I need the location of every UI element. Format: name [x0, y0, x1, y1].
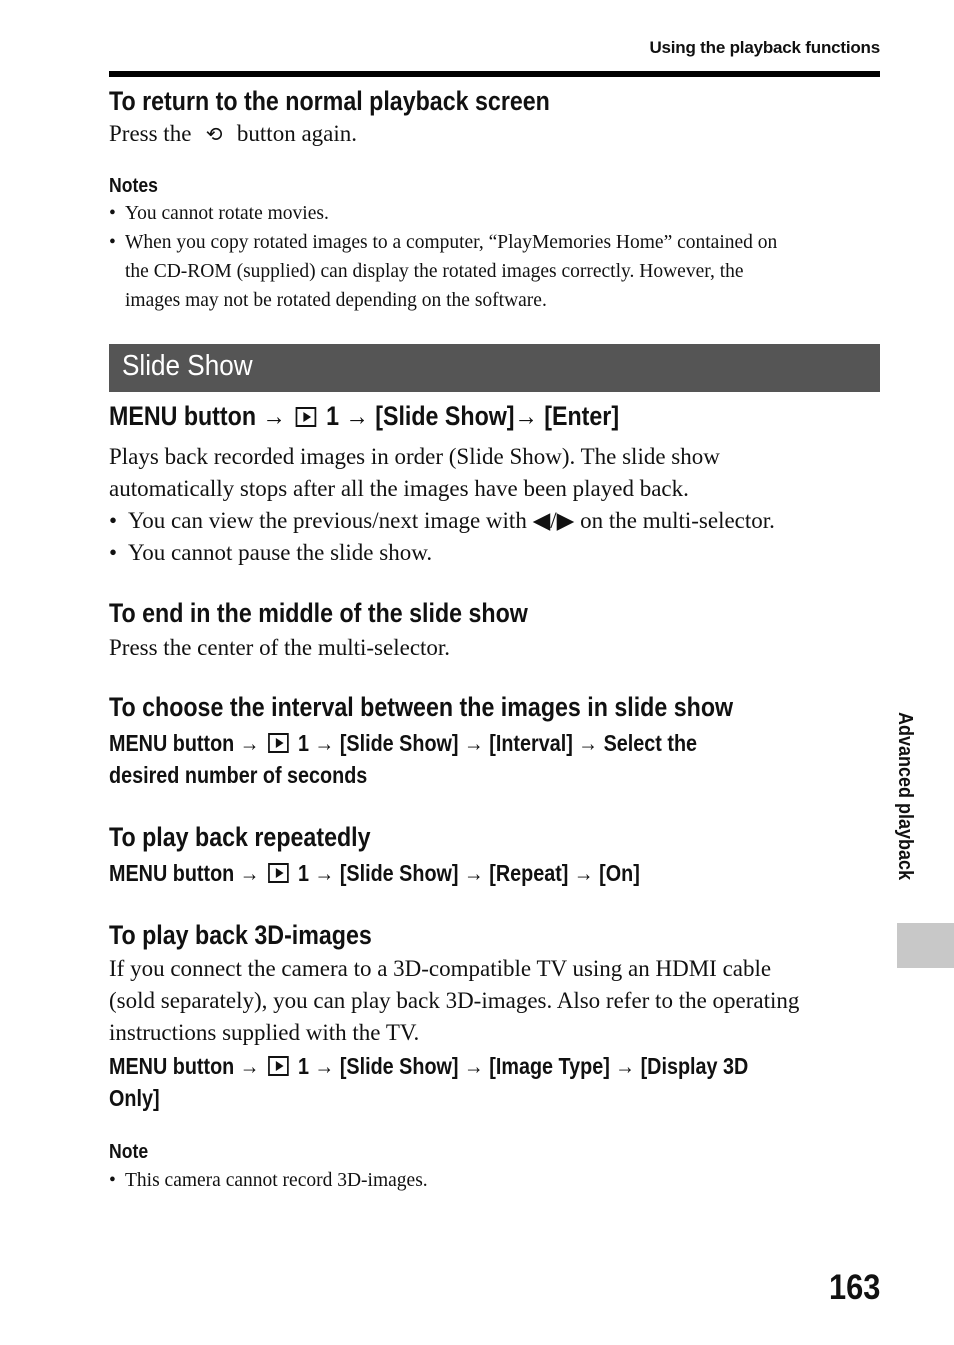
menu-path-interval — [109, 730, 697, 757]
arrow-icon: → — [573, 860, 594, 886]
arrow-icon: → — [615, 1053, 636, 1079]
heading-3d: To play back 3D-images — [109, 920, 372, 950]
note-item: • This camera cannot record 3D-images. — [109, 1170, 428, 1191]
menu-path-3d-line2: Only] — [109, 1085, 160, 1111]
intro-line: Plays back recorded images in order (Slide Show). The slide show — [109, 444, 720, 469]
notes-list — [109, 199, 777, 315]
side-tab-label: Advanced playback — [894, 712, 916, 881]
tab-number: 1 — [298, 730, 310, 756]
return-text-before: Press the — [109, 121, 192, 146]
bullet-text: on the multi-selector. — [580, 508, 775, 533]
note-text: You cannot rotate movies. — [125, 203, 329, 224]
arrow-icon: → — [463, 730, 484, 756]
left-right-arrows-icon: ◀/▶ — [532, 508, 575, 533]
tab-number: 1 — [298, 1053, 310, 1079]
menu-button-label: MENU button — [109, 401, 257, 431]
menu-path-3d — [109, 1053, 748, 1080]
arrow-icon: → — [314, 730, 335, 756]
menu-item-slide-show: [Slide Show] — [339, 730, 459, 756]
playback-icon — [268, 733, 289, 753]
return-text-after: button again. — [236, 121, 358, 146]
note-title: Note — [109, 1141, 149, 1163]
menu-item-interval: [Interval] — [489, 730, 573, 756]
arrow-icon: → — [262, 401, 286, 431]
bullet-text: You can view the previous/next image with — [128, 508, 527, 533]
heading-interval: To choose the interval between the images in slide show — [109, 692, 734, 722]
heading-repeat: To play back repeatedly — [109, 822, 371, 852]
section-banner — [109, 344, 880, 392]
running-header: Using the playback functions — [649, 38, 880, 57]
intro-bullet: • You can view the previous/next image with ◀/▶ on the multi-selector. — [109, 508, 775, 533]
notes-title: Notes — [109, 175, 158, 197]
arrow-icon: → — [463, 1053, 484, 1079]
playback-icon — [296, 407, 317, 427]
arrow-icon: → — [578, 730, 599, 756]
arrow-icon: → — [463, 860, 484, 886]
bullet-text: You cannot pause the slide show. — [128, 540, 433, 565]
menu-item-slide-show: [Slide Show] — [339, 860, 459, 886]
tab-number: 1 — [326, 401, 340, 431]
playback-icon — [268, 863, 289, 883]
arrow-icon: → — [314, 860, 335, 886]
3d-paragraph — [109, 953, 799, 1049]
menu-button-label: MENU button — [109, 730, 235, 756]
arrow-icon: → — [314, 1053, 335, 1079]
note-item: • When you copy rotated images to a computer, “PlayMemories Home” contained on — [109, 232, 778, 253]
intro-bullet: • You cannot pause the slide show. — [109, 540, 433, 565]
menu-item-on: [On] — [599, 860, 640, 886]
heading-end-slideshow: To end in the middle of the slide show — [109, 598, 528, 628]
arrow-icon: → — [239, 1053, 260, 1079]
note-continuation: images may not be rotated depending on the software. — [125, 290, 547, 311]
return-instruction — [109, 118, 357, 151]
note-text: This camera cannot record 3D-images. — [125, 1170, 428, 1191]
rotate-icon: ⟲ — [205, 124, 223, 146]
tab-number: 1 — [298, 860, 310, 886]
menu-item-repeat: [Repeat] — [489, 860, 569, 886]
banner-title: Slide Show — [122, 350, 253, 382]
header-rule — [109, 71, 880, 77]
menu-item-enter: [Enter] — [544, 401, 620, 431]
menu-button-label: MENU button — [109, 860, 235, 886]
arrow-icon: → — [514, 401, 538, 431]
page-number: 163 — [828, 1268, 880, 1307]
heading-return-normal: To return to the normal playback screen — [109, 86, 550, 116]
intro-paragraph — [109, 441, 775, 569]
note-continuation: the CD-ROM (supplied) can display the rotated images correctly. However, the — [125, 261, 744, 282]
paragraph-line: If you connect the camera to a 3D-compatible TV using an HDMI cable — [109, 956, 772, 981]
menu-item-image-type: [Image Type] — [489, 1053, 610, 1079]
arrow-icon: → — [345, 401, 369, 431]
side-tab-marker — [897, 923, 954, 968]
arrow-icon: → — [239, 730, 260, 756]
note-text: When you copy rotated images to a computer, “PlayMemories Home” contained on — [125, 232, 778, 253]
menu-button-label: MENU button — [109, 1053, 235, 1079]
menu-item-select: Select the — [603, 730, 698, 756]
note-item: • You cannot rotate movies. — [109, 203, 329, 224]
menu-item-display-3d: [Display 3D — [640, 1053, 749, 1079]
paragraph-line: (sold separately), you can play back 3D-images. Also refer to the operating — [109, 988, 800, 1013]
paragraph-line: instructions supplied with the TV. — [109, 1020, 420, 1045]
menu-path-interval-line2: desired number of seconds — [109, 762, 368, 788]
menu-path-main — [109, 401, 619, 432]
menu-item-slide-show: [Slide Show] — [375, 401, 515, 431]
end-instruction: Press the center of the multi-selector. — [109, 635, 451, 660]
menu-item-slide-show: [Slide Show] — [339, 1053, 459, 1079]
arrow-icon: → — [239, 860, 260, 886]
intro-line: automatically stops after all the images have been played back. — [109, 476, 689, 501]
playback-icon — [268, 1056, 289, 1076]
menu-path-repeat — [109, 860, 640, 887]
